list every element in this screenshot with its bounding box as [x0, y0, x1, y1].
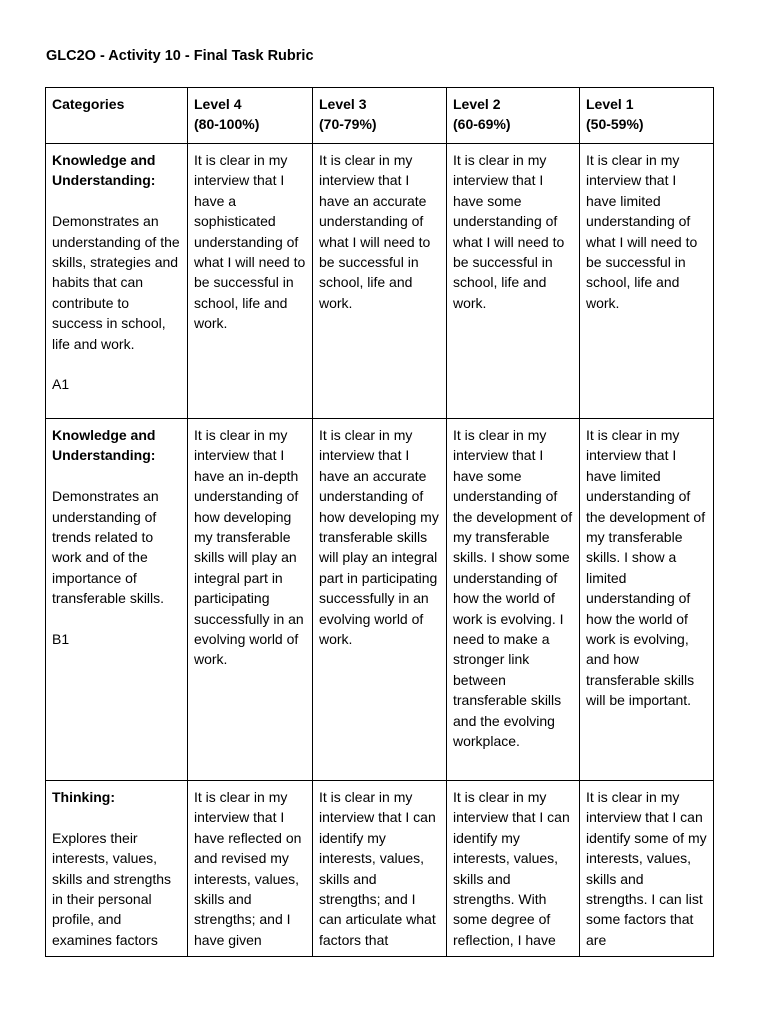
category-title: Knowledge and Understanding:	[52, 152, 156, 189]
category-description: Demonstrates an understanding of trends related to work and of the importance of transferable skills.	[52, 488, 165, 607]
table-row	[46, 419, 714, 781]
level-4-cell: It is clear in my interview that I have an in-depth understanding of how developing my transferable skills will play an integral part in participating successfully in an evolving world of work.	[188, 419, 313, 781]
header-level-name: Level 3	[319, 96, 367, 112]
table-row	[46, 781, 714, 957]
header-level-name: Level 2	[453, 96, 501, 112]
level-2-cell: It is clear in my interview that I can identify my interests, values, skills and strengths. With some degree of reflection, I have	[447, 781, 580, 957]
table-row	[46, 144, 714, 419]
level-4-cell: It is clear in my interview that I have a sophisticated understanding of what I will need to be successful in school, life and work.	[188, 144, 313, 419]
category-cell	[46, 781, 188, 957]
header-level-4	[188, 88, 313, 144]
header-level-range: (80-100%)	[194, 116, 260, 133]
category-description: Explores their interests, values, skills and strengths in their personal profile, and examines factors	[52, 829, 172, 948]
rubric-table	[45, 87, 714, 957]
level-3-cell: It is clear in my interview that I can identify my interests, values, skills and strengths; and I can articulate what factors that	[313, 781, 447, 957]
header-level-range: (50-59%)	[586, 116, 644, 133]
header-categories	[46, 88, 188, 144]
document-title: GLC2O - Activity 10 - Final Task Rubric	[46, 48, 314, 64]
header-level-2	[447, 88, 580, 144]
level-1-cell: It is clear in my interview that I can identify some of my interests, values, skills and strengths. I can list some factors that are	[580, 781, 714, 957]
header-row	[46, 88, 714, 144]
level-1-cell: It is clear in my interview that I have limited understanding of the development of my transferable skills. I show a limited understanding of how the world of work is evolving, and how transferable skills will be important.	[580, 419, 714, 781]
category-cell	[46, 144, 188, 419]
level-4-cell: It is clear in my interview that I have reflected on and revised my interests, values, skills and strengths; and I have given	[188, 781, 313, 957]
category-description: Demonstrates an understanding of the skills, strategies and habits that can contribute to success in school, life and work.	[52, 213, 180, 352]
header-level-name: Level 4	[194, 96, 242, 112]
header-categories-label: Categories	[52, 96, 125, 112]
level-3-cell: It is clear in my interview that I have an accurate understanding of how developing my transferable skills will play an integral part in participating successfully in an evolving world of work.	[313, 419, 447, 781]
header-level-1	[580, 88, 714, 144]
level-2-cell: It is clear in my interview that I have some understanding of the development of my transferable skills. I show some understanding of how the world of work is evolving. I need to make a stronger link between transferable skills and the evolving workplace.	[447, 419, 580, 781]
category-cell	[46, 419, 188, 781]
level-2-cell: It is clear in my interview that I have some understanding of what I will need to be successful in school, life and work.	[447, 144, 580, 419]
level-1-cell: It is clear in my interview that I have limited understanding of what I will need to be successful in school, life and work.	[580, 144, 714, 419]
category-code: A1	[52, 376, 70, 393]
header-level-name: Level 1	[586, 96, 634, 112]
header-level-range: (70-79%)	[319, 116, 377, 133]
category-title: Knowledge and Understanding:	[52, 427, 156, 464]
category-title: Thinking:	[52, 789, 115, 805]
category-code: B1	[52, 631, 70, 648]
header-level-range: (60-69%)	[453, 116, 511, 133]
header-level-3	[313, 88, 447, 144]
level-3-cell: It is clear in my interview that I have an accurate understanding of what I will need to be successful in school, life and work.	[313, 144, 447, 419]
